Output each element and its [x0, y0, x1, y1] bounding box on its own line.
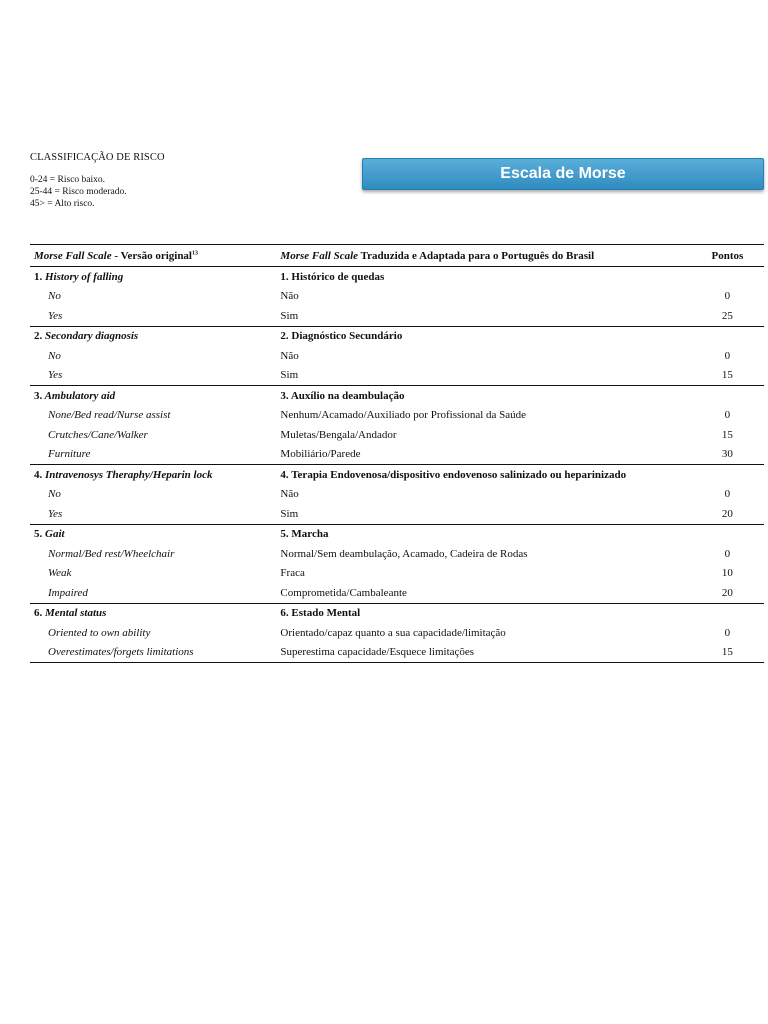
item-original-text: Impaired [48, 586, 88, 599]
item-points: 25 [721, 309, 733, 322]
risk-level-low: 0-24 = Risco baixo. [30, 175, 106, 185]
section-translated-label: 2. Diagnóstico Secundário [276, 326, 690, 346]
header-points: Pontos [691, 245, 764, 267]
item-points: 0 [724, 626, 731, 639]
section-points-cell [691, 326, 764, 346]
table-row [30, 366, 764, 386]
section-number: 4. [34, 468, 43, 481]
section-row [30, 386, 764, 406]
item-translated-text: Nenhum/Acamado/Auxiliado por Profissional da Saúde [280, 409, 527, 422]
item-translated-text: Superestima capacidade/Esquece limitações [276, 643, 690, 663]
section-original-text: History of falling [45, 270, 124, 283]
morse-fall-scale-table [30, 244, 764, 663]
item-points: 15 [721, 428, 733, 441]
item-points: 0 [724, 409, 731, 422]
item-translated-text: Normal/Sem deambulação, Acamado, Cadeira de Rodas [280, 547, 528, 560]
item-translated-text: Não [280, 488, 299, 501]
table-row [30, 583, 764, 603]
table-header-row [30, 245, 764, 267]
section-translated-label: 1. Histórico de quedas [276, 267, 690, 287]
risk-title: CLASSIFICAÇÃO DE RISCO [30, 152, 165, 163]
item-original-text: Furniture [48, 448, 91, 461]
section-original-text: Gait [45, 528, 65, 541]
item-points: 0 [724, 547, 731, 560]
risk-level-high: 45> = Alto risco. [30, 199, 95, 209]
section-number: 1. [34, 270, 43, 283]
section-original-label [30, 603, 276, 623]
section-original-text: Intravenosys Theraphy/Heparin lock [45, 468, 213, 481]
item-points: 15 [721, 369, 733, 382]
item-original-text: Weak [48, 567, 72, 580]
section-original-label [30, 326, 276, 346]
table-row [30, 544, 764, 564]
item-translated-text: Orientado/capaz quanto a sua capacidade/limitação [280, 626, 506, 639]
item-original-text: No [48, 488, 61, 501]
header-original-version: Morse Fall Scale - Versão original$^{13}$ [30, 245, 276, 267]
section-row [30, 267, 764, 287]
item-translated-text: Comprometida/Cambaleante [280, 586, 407, 599]
header-translated-version: Morse Fall Scale Traduzida e Adaptada para o Português do Brasil [276, 245, 690, 267]
section-number: 2. [34, 330, 43, 343]
item-translated-text: Sim [280, 369, 299, 382]
table-row [30, 346, 764, 366]
risk-classification [30, 152, 165, 210]
table-row [30, 445, 764, 465]
title-banner [362, 158, 764, 190]
table-row [30, 643, 764, 663]
item-points: 30 [721, 448, 733, 461]
table-row [30, 287, 764, 307]
item-translated-text: Não [280, 290, 299, 303]
item-translated-text: Sim [280, 507, 299, 520]
item-original-text: No [48, 349, 61, 362]
item-translated-text: Mobiliário/Parede [280, 448, 361, 461]
table-body [30, 267, 764, 663]
section-translated-label: 5. Marcha [276, 524, 690, 544]
item-points: 0 [724, 290, 731, 303]
section-number: 5. [34, 528, 43, 541]
table-row [30, 504, 764, 524]
item-points: 20 [721, 586, 733, 599]
section-original-text: Mental status [45, 607, 107, 620]
item-translated-text: Não [280, 349, 299, 362]
section-points-cell [691, 386, 764, 406]
section-row [30, 524, 764, 544]
section-points-cell [691, 603, 764, 623]
table-row [30, 623, 764, 643]
item-original-text: Overestimates/forgets limitations [30, 643, 276, 663]
item-original-text: Yes [48, 507, 63, 520]
item-original-text: Crutches/Cane/Walker [48, 428, 148, 441]
item-original-text: No [48, 290, 61, 303]
section-original-text: Ambulatory aid [44, 389, 116, 402]
item-points: 0 [724, 349, 731, 362]
section-translated-label: 4. Terapia Endovenosa/dispositivo endovenoso salinizado ou heparinizado [276, 465, 690, 485]
item-original-text: Oriented to own ability [48, 626, 151, 639]
section-points-cell [691, 524, 764, 544]
section-points-cell [691, 465, 764, 485]
table-row [30, 306, 764, 326]
item-points: 20 [721, 507, 733, 520]
item-translated-text: Sim [280, 309, 299, 322]
item-original-text: Yes [48, 369, 63, 382]
section-original-label [30, 386, 276, 406]
table-row [30, 564, 764, 584]
item-points: 15 [691, 643, 764, 663]
section-original-text: Secondary diagnosis [45, 330, 139, 343]
item-original-text: Normal/Bed rest/Wheelchair [48, 547, 175, 560]
item-points: 0 [724, 488, 731, 501]
section-row [30, 326, 764, 346]
section-number: 3. [34, 389, 43, 402]
risk-level-moderate: 25-44 = Risco moderado. [30, 187, 127, 197]
item-points: 10 [721, 567, 733, 580]
item-original-text: Yes [48, 309, 63, 322]
item-translated-text: Fraca [280, 567, 305, 580]
section-translated-label: 3. Auxílio na deambulação [276, 386, 690, 406]
section-original-label [30, 524, 276, 544]
table-row [30, 425, 764, 445]
section-points-cell [691, 267, 764, 287]
table-row [30, 406, 764, 426]
section-original-label [30, 267, 276, 287]
table-row [30, 485, 764, 505]
item-translated-text: Muletas/Bengala/Andador [280, 428, 397, 441]
section-row [30, 603, 764, 623]
item-original-text: None/Bed read/Nurse assist [48, 409, 171, 422]
section-original-label [30, 465, 276, 485]
section-row [30, 465, 764, 485]
banner-title: Escala de Morse [500, 165, 626, 182]
section-number: 6. [34, 607, 43, 620]
section-translated-label: 6. Estado Mental [276, 603, 690, 623]
